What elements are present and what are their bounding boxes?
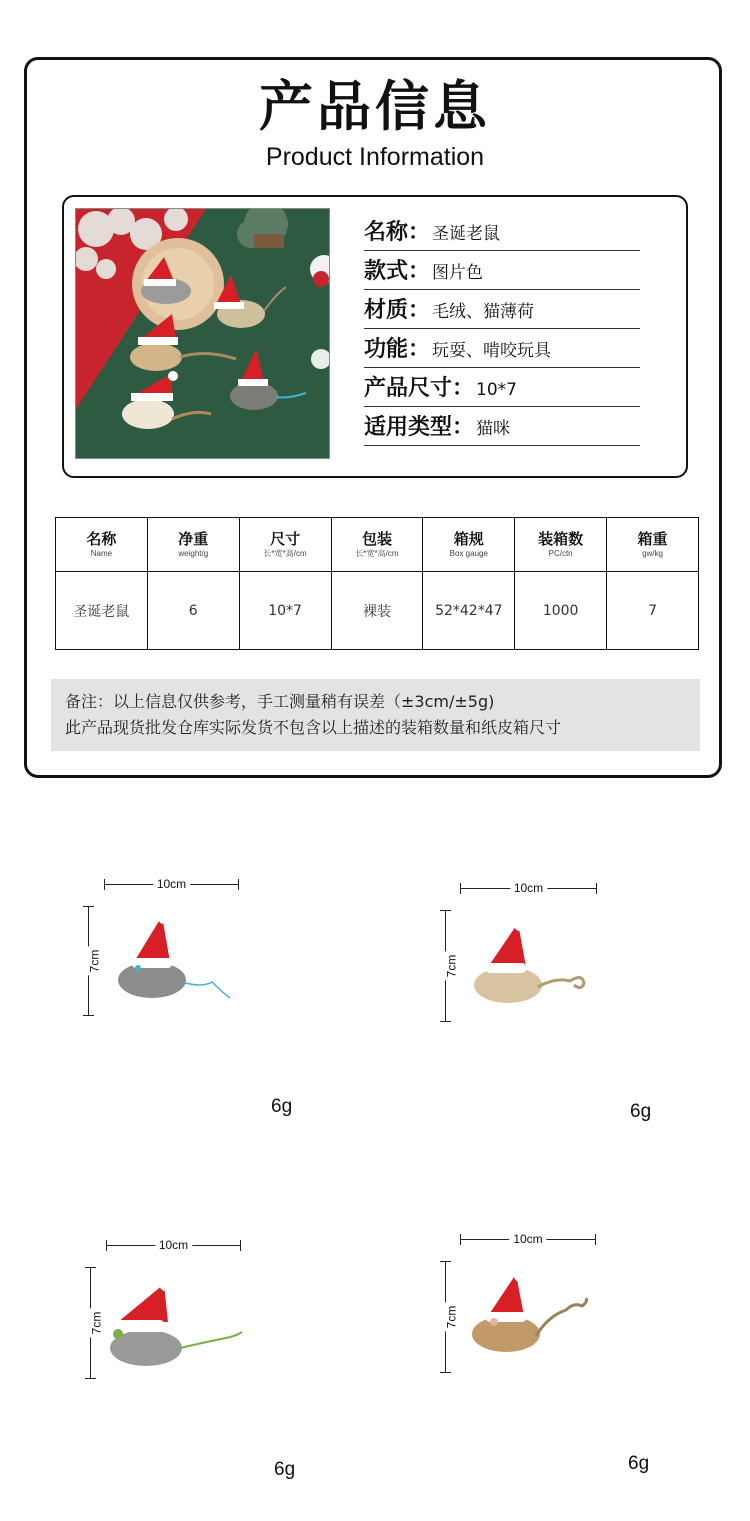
table-header: 包装 长*宽*高/cm	[331, 518, 423, 572]
spec-value: 圣诞老鼠	[432, 224, 501, 244]
table-header: 箱重 gw/kg	[607, 518, 699, 572]
height-dimension	[437, 1261, 459, 1373]
spec-key: 名称：	[364, 220, 431, 245]
spec-row-type	[364, 407, 640, 446]
mouse-toy-brown-image	[466, 1266, 596, 1361]
height-label: 7cm	[86, 947, 102, 976]
spec-key: 适用类型：	[364, 415, 475, 440]
width-label: 10cm	[155, 1237, 192, 1253]
spec-key: 产品尺寸：	[364, 376, 475, 401]
height-dimension	[80, 906, 102, 1016]
table-cell: 裸装	[331, 572, 423, 650]
remark-line-1: 备注：以上信息仅供参考，手工测量稍有误差（±3cm/±5g)	[65, 692, 495, 711]
table-header-row	[56, 518, 699, 572]
spec-key: 款式：	[364, 259, 431, 284]
spec-row-name	[364, 216, 640, 251]
mouse-toy-gray-image	[112, 910, 237, 1005]
height-label: 7cm	[88, 1309, 104, 1338]
mouse-toy-beige-image	[470, 915, 595, 1010]
width-label: 10cm	[509, 1231, 546, 1247]
width-dimension	[460, 1231, 596, 1247]
spec-row-size	[364, 368, 640, 407]
product-photo	[75, 208, 330, 459]
spec-row-function	[364, 329, 640, 368]
table-cell: 7	[607, 572, 699, 650]
table-cell: 52*42*47	[423, 572, 515, 650]
width-dimension	[106, 1237, 241, 1253]
page-subtitle: Product Information	[265, 143, 485, 171]
spec-value: 玩耍、啃咬玩具	[432, 341, 552, 361]
table-header: 装箱数 PC/ctn	[515, 518, 607, 572]
remark-line-2: 此产品现货批发仓库实际发货不包含以上描述的装箱数量和纸皮箱尺寸	[65, 718, 562, 737]
weight-label: 6g	[271, 1096, 293, 1117]
spec-key: 材质：	[364, 298, 431, 323]
table-cell: 1000	[515, 572, 607, 650]
weight-label: 6g	[274, 1459, 296, 1480]
page-title: 产品信息	[259, 75, 491, 138]
height-dimension	[437, 910, 459, 1022]
table-header: 净重 weight/g	[147, 518, 239, 572]
height-label: 7cm	[443, 1303, 459, 1332]
table-row	[56, 572, 699, 650]
table-cell: 6	[147, 572, 239, 650]
packing-table	[55, 517, 699, 650]
table-cell: 圣诞老鼠	[56, 572, 148, 650]
spec-key: 功能：	[364, 337, 431, 362]
spec-value: 猫咪	[476, 419, 511, 439]
mouse-toy-gray-green-image	[106, 1272, 246, 1372]
remark-box	[51, 679, 700, 751]
table-header: 尺寸 长*宽*高/cm	[239, 518, 331, 572]
table-header: 箱规 Box gauge	[423, 518, 515, 572]
width-label: 10cm	[510, 880, 547, 896]
height-label: 7cm	[443, 952, 459, 981]
table-header: 名称 Name	[56, 518, 148, 572]
weight-label: 6g	[628, 1453, 650, 1474]
spec-row-style	[364, 251, 640, 290]
height-dimension	[82, 1267, 104, 1379]
width-dimension	[460, 880, 597, 896]
weight-label: 6g	[630, 1101, 652, 1122]
spec-row-material	[364, 290, 640, 329]
spec-value: 图片色	[432, 263, 484, 283]
width-label: 10cm	[153, 876, 190, 892]
width-dimension	[104, 876, 239, 892]
spec-list	[364, 216, 640, 446]
spec-value: 毛绒、猫薄荷	[432, 302, 535, 322]
spec-value: 10*7	[476, 380, 517, 400]
table-cell: 10*7	[239, 572, 331, 650]
